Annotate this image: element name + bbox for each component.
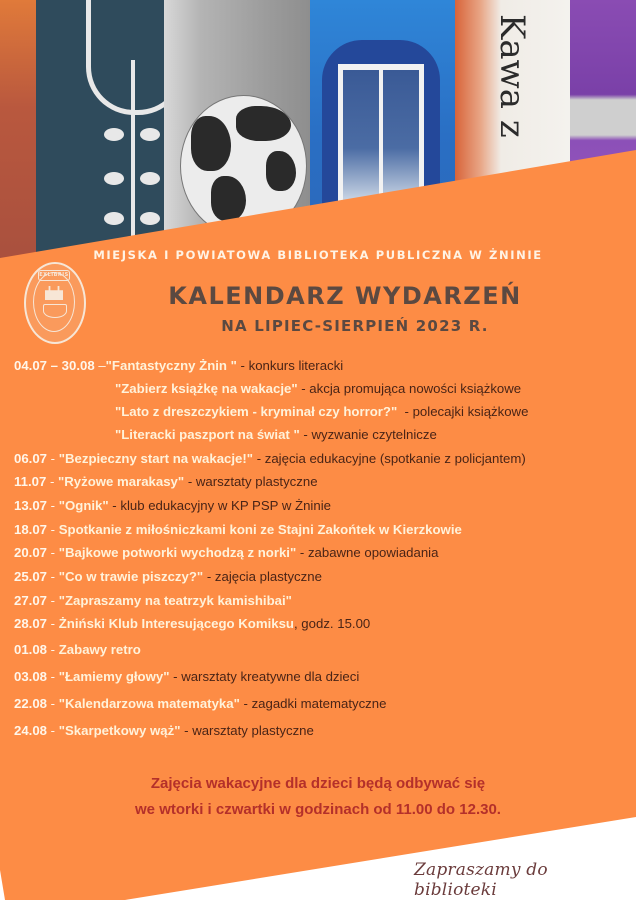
event-item: 01.08 - Zabawy retro [14,642,141,657]
logo-ribbon: EXLIBRIS [38,270,70,281]
event-item: 11.07 - "Ryżowe marakasy" - warsztaty plastyczne [14,474,318,489]
leaf-icon [104,212,124,225]
event-item: "Zabierz książkę na wakacje" - akcja promująca nowości książkowe [115,381,522,396]
event-item: 24.08 - "Skarpetkowy wąż" - warsztaty plastyczne [14,723,314,738]
spine-text: Kawa z [492,14,532,138]
schedule-note-line2: we wtorki i czwartki w godzinach od 11.00 do 12.30. [135,801,501,818]
event-item: 03.08 - "Łamiemy głowy" - warsztaty kreatywne dla dzieci [14,669,360,684]
event-item: 04.07 – 30.08 –"Fantastyczny Żnin " - konkurs literacki [14,358,344,373]
leaf-icon [104,172,124,185]
organization-name: MIEJSKA I POWIATOWA BIBLIOTEKA PUBLICZNA W ŻNINIE [93,248,543,262]
leaf-icon [140,172,160,185]
event-item: 20.07 - "Bajkowe potworki wychodzą z norki" - zabawne opowiadania [14,545,439,560]
leaf-icon [104,128,124,141]
event-item: 27.07 - "Zapraszamy na teatrzyk kamishibai" [14,593,292,608]
window [322,40,440,205]
page-subtitle: NA LIPIEC-SIERPIEŃ 2023 R. [221,317,489,335]
event-item: 13.07 - "Ognik" - klub edukacyjny w KP PSP w Żninie [14,498,331,513]
book-icon [43,304,67,318]
schedule-note-line1: Zajęcia wakacyjne dla dzieci będą odbywać się [150,775,486,792]
event-item: "Lato z dreszczykiem - kryminał czy horror?" - polecajki książkowe [115,404,529,419]
event-item: 06.07 - "Bezpieczny start na wakacje!" - zajęcia edukacyjne (spotkanie z policjantem) [14,451,526,466]
event-item: 18.07 - Spotkanie z miłośniczkami koni ze Stajni Zakońtek w Kierzkowie [14,522,462,537]
event-item: 25.07 - "Co w trawie piszczy?" - zajęcia plastyczne [14,569,322,584]
library-logo [24,262,86,344]
book-spine-rust [0,0,36,270]
logo-inner-ring [33,272,75,332]
event-item: 22.08 - "Kalendarzowa matematyka" - zagadki matematyczne [14,696,387,711]
leaf-icon [140,128,160,141]
event-item: 28.07 - Żniński Klub Interesującego Komiksu, godz. 15.00 [14,616,371,631]
event-item: "Literacki paszport na świat " - wyzwanie czytelnicze [115,427,437,442]
footer-invitation: Zapraszamy do biblioteki [414,860,548,900]
leaf-icon [140,212,160,225]
flower-stem [131,60,135,260]
book-spine-teal-flower [36,0,164,270]
page-title: KALENDARZ WYDARZEŃ [168,282,522,310]
